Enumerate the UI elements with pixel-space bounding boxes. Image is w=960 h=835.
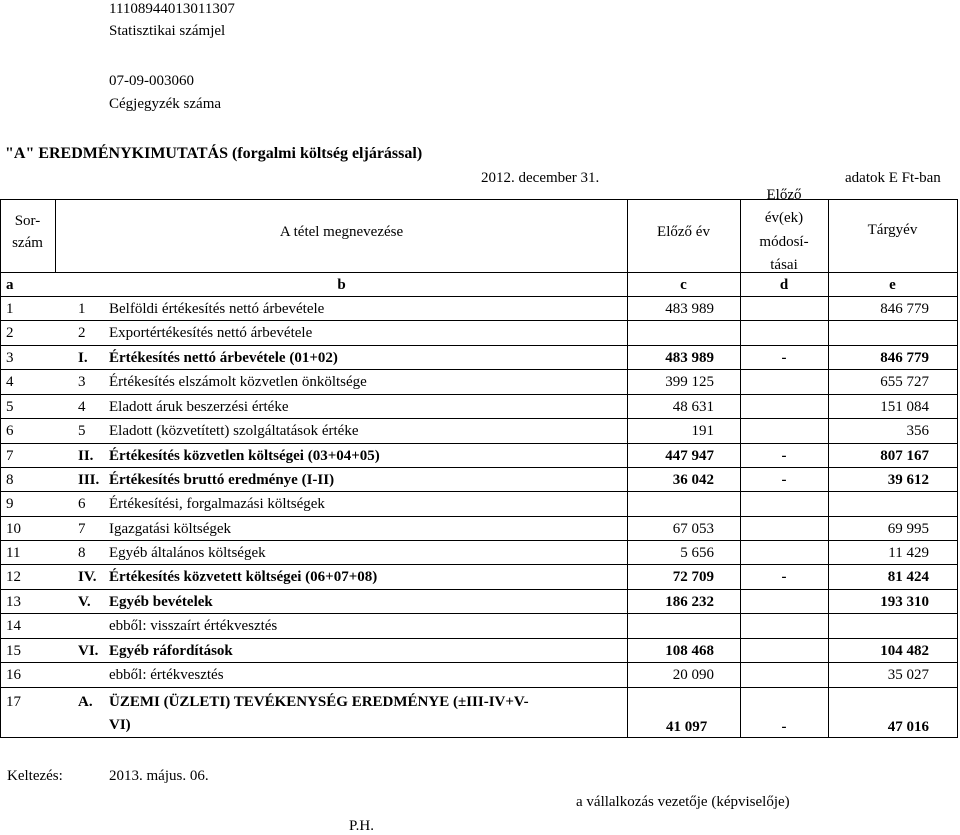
grid-line xyxy=(0,369,958,370)
unit-note: adatok E Ft-ban xyxy=(845,170,941,186)
row-17-previous: 41 097 xyxy=(666,719,708,735)
grid-line xyxy=(0,467,958,468)
row-label: Eladott (közvetített) szolgáltatások értéke xyxy=(109,423,359,439)
row-17-modification: - xyxy=(781,719,787,735)
row-code: I. xyxy=(78,350,88,366)
row-previous-year: 483 989 xyxy=(665,301,714,317)
grid-line xyxy=(0,345,958,346)
row-number: 7 xyxy=(6,448,14,464)
row-code: 1 xyxy=(78,301,86,317)
row-code: VI. xyxy=(78,643,99,659)
row-previous-year: 108 468 xyxy=(665,643,714,659)
row-number: 11 xyxy=(6,545,21,561)
header-modification-2: év(ek) xyxy=(764,210,804,226)
row-modification: - xyxy=(781,350,787,366)
header-item-name: A tétel megnevezése xyxy=(279,224,404,240)
letter-d: d xyxy=(779,277,789,293)
row-code: III. xyxy=(78,472,100,488)
row-number: 8 xyxy=(6,472,14,488)
row-current-year: 193 310 xyxy=(880,594,929,610)
grid-line xyxy=(0,418,958,419)
row-17-code: A. xyxy=(78,694,93,710)
row-17-number: 17 xyxy=(6,694,21,710)
signature-caption: a vállalkozás vezetője (képviselője) xyxy=(576,794,790,810)
row-number: 6 xyxy=(6,423,14,439)
row-number: 15 xyxy=(6,643,21,659)
row-number: 12 xyxy=(6,569,21,585)
row-previous-year: 36 042 xyxy=(672,472,714,488)
row-previous-year: 20 090 xyxy=(672,667,714,683)
row-number: 9 xyxy=(6,496,14,512)
letter-b: b xyxy=(337,277,346,293)
grid-line xyxy=(0,491,958,492)
row-current-year: 846 779 xyxy=(880,350,929,366)
row-number: 1 xyxy=(6,301,14,317)
row-code: 3 xyxy=(78,374,86,390)
row-number: 3 xyxy=(6,350,14,366)
row-number: 2 xyxy=(6,325,14,341)
grid-line xyxy=(0,394,958,395)
stamp-label: P.H. xyxy=(349,818,375,834)
row-number: 4 xyxy=(6,374,14,390)
row-previous-year: 447 947 xyxy=(665,448,714,464)
row-17-current: 47 016 xyxy=(887,719,929,735)
row-number: 5 xyxy=(6,399,14,415)
grid-line xyxy=(0,296,958,297)
header-previous-year: Előző év xyxy=(657,224,710,240)
row-previous-year: 483 989 xyxy=(665,350,714,366)
row-previous-year: 67 053 xyxy=(672,521,714,537)
row-number: 14 xyxy=(6,618,21,634)
document-title: "A" EREDMÉNYKIMUTATÁS (forgalmi költség eljárással) xyxy=(5,145,423,162)
stat-label: Statisztikai számjel xyxy=(109,23,226,39)
row-17-label-line1: ÜZEMI (ÜZLETI) TEVÉKENYSÉG EREDMÉNYE (±III-IV+V- xyxy=(109,694,529,710)
row-code: V. xyxy=(78,594,91,610)
row-current-year: 807 167 xyxy=(880,448,929,464)
row-current-year: 846 779 xyxy=(880,301,929,317)
row-code: 8 xyxy=(78,545,86,561)
row-number: 16 xyxy=(6,667,21,683)
grid-line xyxy=(0,516,958,517)
row-code: 2 xyxy=(78,325,86,341)
letter-a: a xyxy=(6,277,14,293)
reg-number: 07-09-003060 xyxy=(109,73,194,89)
grid-line xyxy=(0,662,958,663)
row-label: Értékesítés közvetett költségei (06+07+08) xyxy=(109,569,378,585)
reg-label: Cégjegyzék száma xyxy=(109,96,222,112)
row-label: Értékesítés nettó árbevétele (01+02) xyxy=(109,350,338,366)
row-current-year: 11 429 xyxy=(888,545,929,561)
grid-line xyxy=(957,199,958,738)
row-code: 5 xyxy=(78,423,86,439)
row-label: ebből: értékvesztés xyxy=(109,667,224,683)
grid-line xyxy=(0,540,958,541)
row-label: Egyéb általános költségek xyxy=(109,545,266,561)
row-label: Exportértékesítés nettó árbevétele xyxy=(109,325,313,341)
row-17-label-line2: VI) xyxy=(109,717,131,733)
row-code: 6 xyxy=(78,496,86,512)
grid-line xyxy=(0,589,958,590)
grid-line xyxy=(0,613,958,614)
report-date: 2012. december 31. xyxy=(481,170,600,186)
row-current-year: 104 482 xyxy=(880,643,929,659)
row-code: 4 xyxy=(78,399,86,415)
row-current-year: 35 027 xyxy=(887,667,929,683)
row-number: 10 xyxy=(6,521,21,537)
header-modification-4: tásai xyxy=(770,257,798,273)
row-label: Egyéb ráfordítások xyxy=(109,643,233,659)
row-label: Értékesítés bruttó eredménye (I-II) xyxy=(109,472,335,488)
row-previous-year: 186 232 xyxy=(665,594,714,610)
row-label: Értékesítési, forgalmazási költségek xyxy=(109,496,325,512)
row-current-year: 39 612 xyxy=(887,472,929,488)
grid-line xyxy=(0,320,958,321)
grid-line xyxy=(0,443,958,444)
row-label: ebből: visszaírt értékvesztés xyxy=(109,618,278,634)
row-modification: - xyxy=(781,472,787,488)
row-modification: - xyxy=(781,569,787,585)
grid-line xyxy=(0,687,958,688)
header-current-year: Tárgyév xyxy=(867,222,918,238)
grid-line xyxy=(0,737,958,738)
header-modification-3: módosí- xyxy=(759,234,809,250)
row-code: IV. xyxy=(78,569,97,585)
row-modification: - xyxy=(781,448,787,464)
row-previous-year: 5 656 xyxy=(680,545,714,561)
stat-number: 11108944013011307 xyxy=(109,1,235,17)
row-previous-year: 72 709 xyxy=(672,569,714,585)
income-statement-table xyxy=(0,187,958,737)
grid-line xyxy=(0,564,958,565)
header-sorszam-2: szám xyxy=(12,235,43,251)
row-previous-year: 48 631 xyxy=(672,399,714,415)
date-label: Keltezés: xyxy=(7,768,63,784)
grid-line xyxy=(0,199,1,738)
letter-e: e xyxy=(889,277,896,293)
row-code: II. xyxy=(78,448,94,464)
grid-line xyxy=(0,638,958,639)
row-label: Eladott áruk beszerzési értéke xyxy=(109,399,289,415)
row-previous-year: 191 xyxy=(691,423,714,439)
row-label: Értékesítés elszámolt közvetlen önköltsége xyxy=(109,374,367,390)
row-label: Belföldi értékesítés nettó árbevétele xyxy=(109,301,325,317)
row-code: 7 xyxy=(78,521,86,537)
row-current-year: 81 424 xyxy=(887,569,929,585)
header-sorszam-1: Sor- xyxy=(14,213,41,229)
row-current-year: 655 727 xyxy=(880,374,929,390)
row-label: Igazgatási költségek xyxy=(109,521,232,537)
header-modification-1: Előző xyxy=(766,187,802,203)
row-previous-year: 399 125 xyxy=(665,374,714,390)
row-label: Értékesítés közvetlen költségei (03+04+05) xyxy=(109,448,380,464)
row-current-year: 356 xyxy=(906,423,929,439)
letter-c: c xyxy=(680,277,687,293)
row-number: 13 xyxy=(6,594,21,610)
date-value: 2013. május. 06. xyxy=(109,768,209,784)
row-label: Egyéb bevételek xyxy=(109,594,213,610)
row-current-year: 69 995 xyxy=(887,521,929,537)
row-current-year: 151 084 xyxy=(880,399,929,415)
